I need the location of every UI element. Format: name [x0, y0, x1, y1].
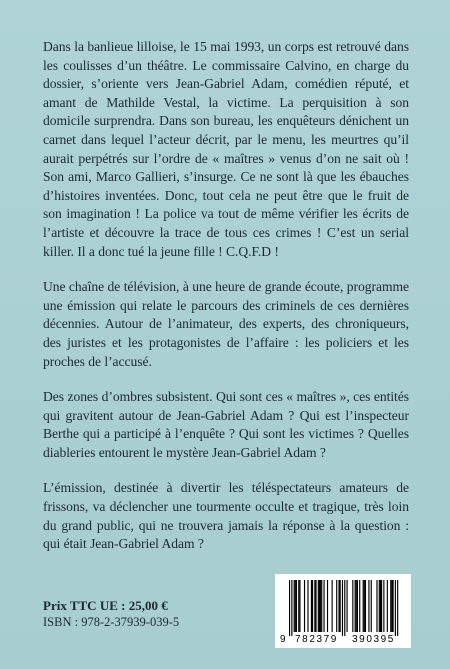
barcode-bar	[352, 580, 353, 632]
barcode-bar	[320, 580, 321, 632]
barcode	[275, 574, 411, 648]
barcode-bar	[364, 580, 365, 632]
barcode-right-digits: 390395	[352, 634, 395, 645]
isbn-label: ISBN : 978-2-37939-039-5	[43, 615, 180, 629]
price-label: Prix TTC UE : 25,00 €	[43, 598, 168, 613]
barcode-bar	[307, 580, 308, 632]
barcode-left-digits: 782379	[295, 634, 338, 645]
barcode-bar	[321, 580, 322, 632]
barcode-bar	[371, 580, 372, 632]
barcode-bar	[355, 580, 356, 632]
barcode-bar	[294, 580, 295, 632]
barcode-bar	[299, 580, 300, 632]
blurb-paragraph-4: L’émission, destinée à divertir les téléspectateurs amateurs de frissons, va déclencher une tourmente occulte et tragique, très loin du grand public, qui ne trouvera jamais la réponse à la question : qui était Jean-Gabriel Adam ?	[43, 480, 409, 552]
barcode-bar	[304, 580, 305, 632]
barcode-bar	[357, 580, 358, 632]
barcode-bar	[380, 580, 381, 632]
barcode-bar	[359, 580, 360, 632]
barcode-bar	[291, 580, 292, 636]
barcode-bar	[332, 580, 333, 632]
barcode-bar	[344, 580, 345, 636]
barcode-bar	[381, 580, 382, 632]
barcode-bar	[314, 580, 315, 632]
barcode-bar	[315, 580, 316, 632]
blurb-text	[43, 38, 409, 554]
barcode-bar	[356, 580, 357, 632]
blurb-paragraph-1: Dans la banlieue lilloise, le 15 mai 1993, un corps est retrouvé dans les coulisses d’un théâtre. Le commissaire Calvino, en charge du dossier, s’oriente vers Jean-Gabriel Adam, comédien réputé, et amant de Mathilde Vestal, la victime. La perquisition à son domicile surprendra. Dans son bureau, les enquêteurs dénichent un carnet dans lequel l’acteur décrit, par le menu, les meurtres qu’il aurait perpétrés sur l’ordre de « maîtres » venus d’on ne sait où ! Son ami, Marco Gallieri, s’insurge. Ce ne sont là que les ébauches d’histoires inventées. Donc, tout cela ne peut être que le fruit de son imagination ! La police va tout de même vérifier les écrits de l’artiste et découvre la trace de tous ces crimes ! C’est un serial killer. Il a donc tué la jeune fille ! C.Q.F.D !	[43, 39, 409, 259]
barcode-bar	[295, 580, 296, 632]
barcode-bar	[347, 580, 348, 632]
barcode-bar	[363, 580, 364, 632]
barcode-bar	[395, 580, 396, 636]
barcode-bar	[391, 580, 392, 632]
barcode-bar	[298, 580, 299, 632]
barcode-bar	[379, 580, 380, 632]
price-info	[43, 597, 243, 631]
barcode-bar	[327, 580, 328, 632]
barcode-bar	[324, 580, 325, 632]
blurb-paragraph-2: Une chaîne de télévision, à une heure de grande écoute, programme une émission qui relate le parcours des criminels de ces dernières décennies. Autour de l’animateur, des experts, des chroniqueurs, des juristes et les protagonistes de l’affaire : les policiers et les proches de l’accusé.	[43, 279, 409, 369]
barcode-bar	[311, 580, 312, 632]
barcode-bar	[312, 580, 313, 632]
blurb-paragraph-3: Des zones d’ombres subsistent. Qui sont ces « maîtres », ces entités qui gravitent autour de Jean-Gabriel Adam ? Qui est l’inspecteur Berthe qui a participé à l’enquête ? Qui sont les victimes ? Quelles diableries entourent le mystère Jean-Gabriel Adam ?	[43, 389, 409, 460]
barcode-bar	[319, 580, 320, 632]
barcode-bar	[368, 580, 369, 632]
barcode-bar	[393, 580, 394, 632]
barcode-first-digit: 9	[280, 634, 286, 645]
barcode-bar	[383, 580, 384, 632]
barcode-bar	[296, 580, 297, 632]
barcode-bar	[340, 580, 341, 632]
barcode-bar	[397, 580, 398, 636]
barcode-bar	[376, 580, 377, 632]
barcode-bar	[390, 580, 391, 632]
barcode-bar	[387, 580, 388, 632]
barcode-bar	[318, 580, 319, 632]
barcode-bar	[338, 580, 339, 632]
barcode-bar	[365, 580, 366, 632]
barcode-bar	[342, 580, 343, 636]
barcode-bar	[289, 580, 290, 636]
barcode-bar	[336, 580, 337, 632]
